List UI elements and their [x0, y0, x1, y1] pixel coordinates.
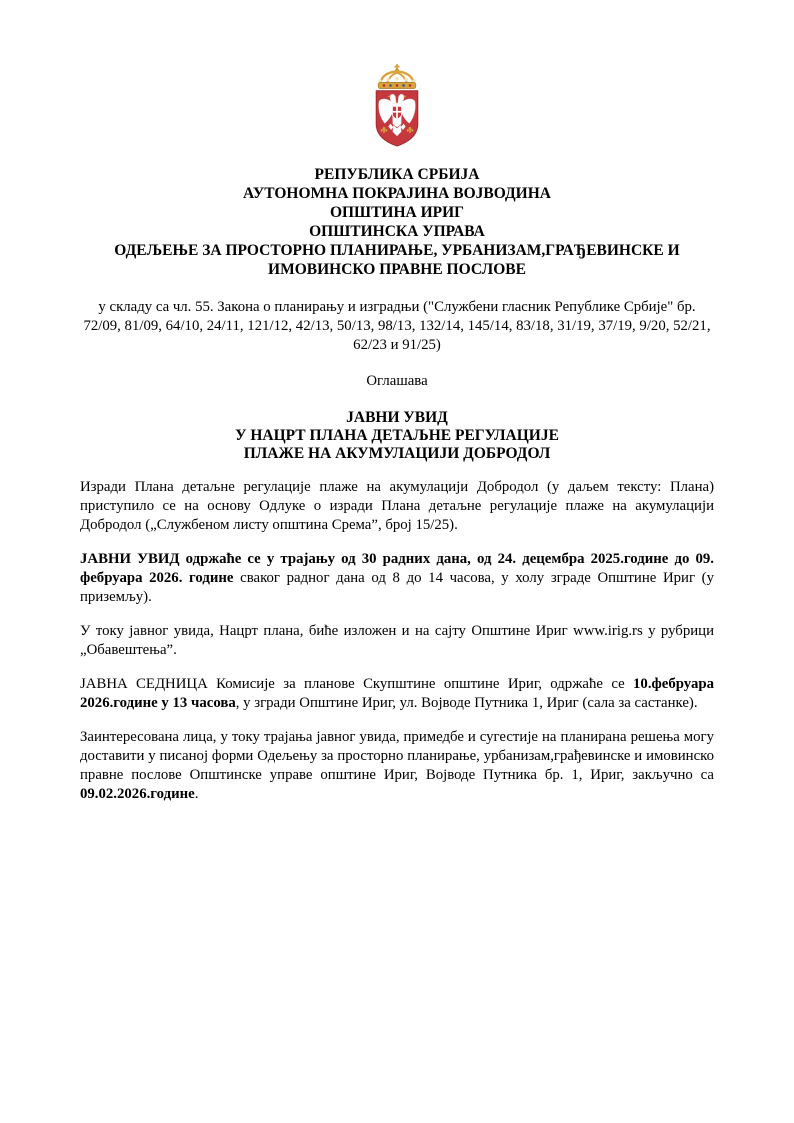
announce-word: Оглашава — [366, 373, 428, 389]
website-after: у рубрици „Обавештења”. — [80, 623, 714, 658]
paragraph-intro — [80, 478, 714, 535]
paragraph-public-review — [80, 550, 714, 607]
serbia-coat-of-arms-icon — [358, 64, 436, 152]
title-line-2: У НАЦРТ ПЛАНА ДЕТАЉНЕ РЕГУЛАЦИЈЕ — [235, 427, 559, 444]
paragraph-website — [80, 622, 714, 660]
session-before: ЈАВНА СЕДНИЦА Комисије за планове Скупштине општине Ириг, одржаће се — [80, 676, 634, 692]
legal-basis-citation: у складу са чл. 55. Закона о планирању и изградњи ("Службени гласник Републике Србије" бр. 72/09, 81/09, 64/10, 24/11, 121/12, 42/13, 50/13, 98/13, 132/14, 145/14, 83/18, 31/19, 37/19, 9/20, 52/21, 62/23 и 91/25) — [83, 299, 711, 353]
session-after: , у згради Општине Ириг, ул. Војводе Путника 1, Ириг (сала за састанке). — [235, 695, 698, 711]
emblem-container — [80, 64, 714, 157]
paragraph-remarks — [80, 728, 714, 804]
remarks-after: . — [194, 786, 199, 802]
paragraph-public-session — [80, 675, 714, 713]
remarks-before: Заинтересована лица, у току трајања јавног увида, примедбе и сугестије на планирана решења могу доставити у писаној форми Одељењу за просторно планирање, урбанизам,грађевинске и имовинско правне послове Општинске управе општине Ириг, Војводе Путника бр. 1, Ириг, закључно са — [80, 729, 714, 783]
institution-header — [80, 165, 714, 279]
website-before: У току јавног увида, Нацрт плана, биће изложен и на сајту Општине Ириг — [80, 623, 574, 639]
review-dates-bold: ЈАВНИ УВИД одржаће се у трајању од 30 радних дана, од 24. децембра 2025.године до 09. фебруара 2026. године — [80, 551, 714, 586]
header-municipality: ОПШТИНА ИРИГ — [329, 204, 465, 221]
website-url: www.irig.rs — [573, 623, 643, 639]
header-administration: ОПШТИНСКА УПРАВА — [309, 223, 485, 240]
remarks-deadline-bold: 09.02.2026.године — [80, 786, 195, 802]
review-rest: сваког радног дана од 8 до 14 часова, у холу зграде Општине Ириг (у приземљу). — [80, 570, 715, 605]
title-line-3: ПЛАЖЕ НА АКУМУЛАЦИЈИ ДОБРОДОЛ — [243, 445, 551, 462]
intro-text: Изради Плана детаљне регулације плаже на акумулацији Добродол (у даљем тексту: Плана) приступило се на основу Одлуке о изради Плана детаљне регулације плаже на акумулацији Добродол („Службеном листу општина Срема”, број 15/25). — [80, 479, 714, 533]
session-date-bold: 10.фебруара 2026.године у 13 часова — [80, 676, 714, 711]
header-republic: РЕПУБЛИКА СРБИЈА — [314, 166, 480, 183]
title-line-1: ЈАВНИ УВИД — [346, 409, 448, 426]
header-province: АУТОНОМНА ПОКРАЈИНА ВОЈВОДИНА — [243, 185, 551, 202]
document-title — [80, 409, 714, 463]
header-department: ОДЕЉЕЊЕ ЗА ПРОСТОРНО ПЛАНИРАЊЕ, УРБАНИЗАМ,ГРАЂЕВИНСКЕ И ИМОВИНСКО ПРАВНЕ ПОСЛОВЕ — [114, 242, 680, 278]
